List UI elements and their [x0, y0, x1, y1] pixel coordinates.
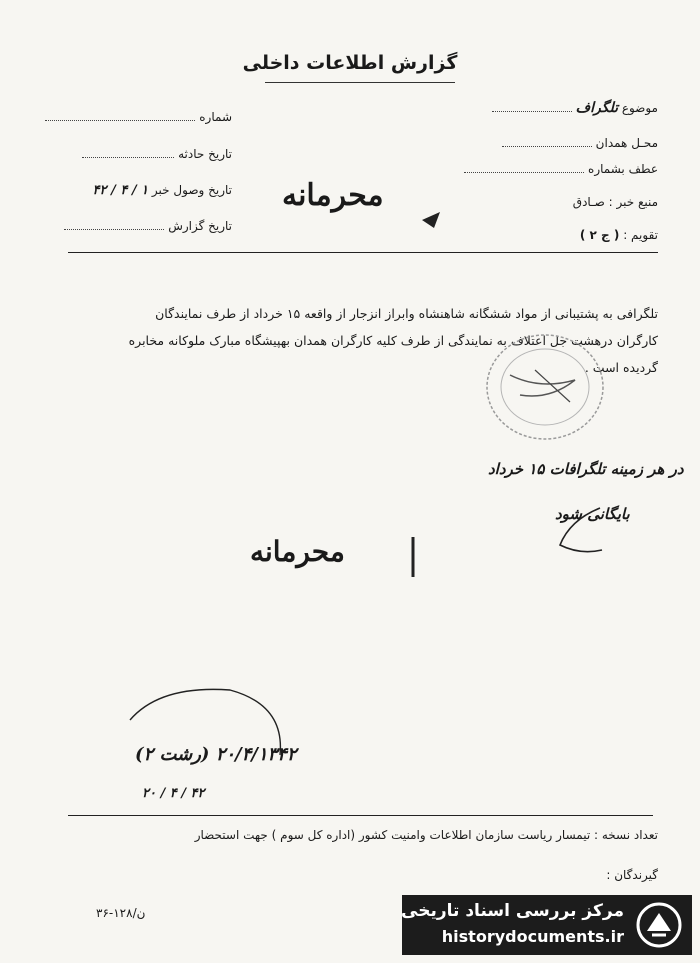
receipt-date-value: ۱ / ۴ / ۴۲ [92, 183, 149, 198]
watermark-org-name: مرکز بررسی اسناد تاریخی [401, 901, 624, 921]
archive-logo-icon [634, 901, 684, 949]
recipients-label: گیرندگان : [606, 868, 658, 882]
source-field [573, 195, 658, 209]
subject-dots [492, 101, 572, 112]
watermark-url: historydocuments.ir [441, 927, 624, 946]
incident-date-field [82, 147, 232, 161]
evaluation-label: تقویم : [623, 228, 658, 242]
receipt-date-label: تاریخ وصول خبر [151, 183, 232, 197]
reference-label: عطف بشماره [588, 162, 658, 176]
reference-dots [464, 162, 584, 173]
body-line-3: گردیده است . [584, 360, 658, 375]
document-code: ن/۱۲۸-۳۶ [96, 906, 146, 920]
incident-date-dots [82, 147, 174, 158]
number-label: شماره [199, 110, 232, 124]
location-dots [502, 136, 592, 147]
stamp-bar-icon [405, 535, 421, 580]
location-field [502, 136, 658, 150]
location-label: محـل [631, 136, 658, 150]
handwritten-note-1: در هر زمینه تلگرافات ۱۵ خرداد [488, 460, 684, 478]
handwritten-date: ۲۰/۴/۱۳۴۲ (رشت ۲) [135, 744, 297, 765]
number-field [45, 110, 232, 124]
evaluation-field [580, 228, 658, 242]
source-label: منبع خبر : [608, 195, 658, 209]
report-date-dots [64, 219, 164, 230]
reference-field [464, 162, 658, 176]
number-dots [45, 110, 195, 121]
subject-field [492, 100, 658, 116]
copy-line: تعداد نسخه : تیمسار ریاست سازمان اطلاعات وامنیت کشور (اداره کل سوم ) جهت استحضار [194, 828, 658, 842]
source-value: صـادق [572, 195, 605, 209]
evaluation-value: ( ج ۲ ) [579, 228, 620, 242]
classification-stamp-bottom: محرمانه [250, 535, 345, 568]
handwritten-note-2: بایگانی شود [555, 505, 630, 523]
subject-label: موضوع [621, 101, 658, 115]
document-title: گزارش اطلاعات داخلی [242, 52, 458, 74]
report-date-field [64, 219, 232, 233]
location-value: همدان [595, 136, 628, 150]
footer-separator [68, 815, 653, 816]
incident-date-label: تاریخ حادثه [178, 147, 232, 161]
handwritten-signature-icon [540, 500, 610, 560]
body-line-2: کارگران درهشت جل اعتلاف به نمایندگی از طرف کلیه کارگران همدان بهپیشگاه مبارک ملوکانه مخابره [128, 333, 658, 348]
report-date-label: تاریخ گزارش [168, 219, 232, 233]
receipt-date-field [93, 183, 232, 198]
subject-value: تلگراف [575, 100, 618, 116]
classification-stamp-top: محرمانه [282, 178, 384, 213]
header-separator [68, 252, 658, 253]
title-underline [265, 82, 455, 83]
body-line-1: تلگرافی به پشتیبانی از مواد ششگانه شاهنشاه وابراز انزجار از واقعه ۱۵ خرداد از طرف نمایندگان [155, 306, 658, 321]
stamp-arrow-icon [420, 208, 442, 230]
round-seal-icon [480, 330, 610, 445]
handwritten-small-date: ۲۰ / ۴ / ۴۲ [142, 786, 205, 801]
watermark-logo [402, 895, 692, 955]
